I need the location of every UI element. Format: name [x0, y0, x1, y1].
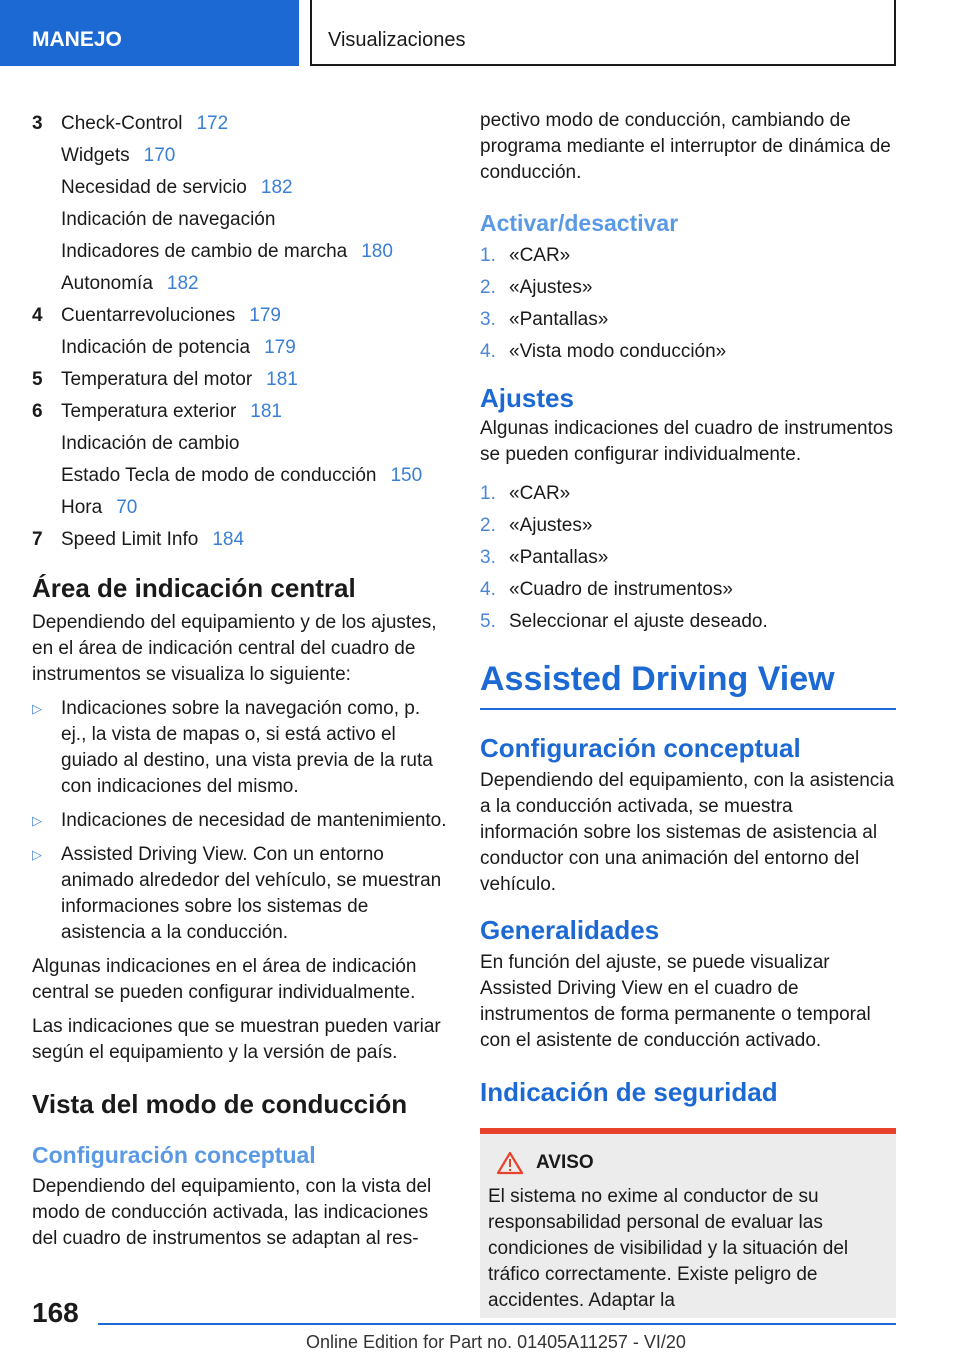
step-text: «Vista modo conducción» — [509, 341, 727, 362]
adv-title: Assisted Driving View — [480, 660, 835, 698]
legend-number — [32, 204, 61, 236]
legend-row — [32, 492, 450, 524]
adv-title-block — [480, 658, 896, 710]
warning-label: AVISO — [536, 1152, 594, 1173]
step-number: 3. — [480, 547, 496, 568]
settings-steps — [480, 478, 896, 638]
step-item — [480, 542, 896, 574]
legend-row — [32, 108, 450, 140]
legend-number: 4 — [32, 305, 43, 326]
legend-list — [32, 108, 450, 556]
legend-row — [32, 332, 450, 364]
legend-label: Speed Limit Info — [61, 529, 199, 550]
legend-number — [32, 428, 61, 460]
page-reference: 172 — [196, 113, 229, 134]
step-text: «Ajustes» — [509, 515, 593, 536]
legend-label: Widgets — [61, 145, 130, 166]
step-text: «CAR» — [509, 483, 571, 504]
activate-heading: Activar/desactivar — [480, 210, 679, 236]
central-intro: Dependiendo del equipamiento y de los ajustes, en el área de indicación central del cuadro de instrumentos se visualiza lo siguiente: — [32, 612, 437, 685]
legend-number — [32, 140, 61, 172]
bullet-item — [32, 696, 450, 800]
legend-label: Check-Control — [61, 113, 183, 134]
legend-label: Estado Tecla de modo de conducción — [61, 465, 377, 486]
legend-row — [32, 204, 450, 236]
adv-concept-text: Dependiendo del equipamiento, con la asistencia a la conducción activada, se muestra información sobre los sistemas de asistencia al conductor con una animación del entorno del vehículo. — [480, 770, 895, 895]
section-title: Visualizaciones — [310, 0, 896, 66]
legend-row — [32, 236, 450, 268]
legend-row — [32, 140, 450, 172]
step-item — [480, 510, 896, 542]
safety-heading: Indicación de seguridad — [480, 1077, 778, 1107]
warning-box — [480, 1128, 896, 1318]
central-area-heading: Área de indicación central — [32, 573, 356, 603]
bullet-text: Assisted Driving View. Con un entorno animado alrededor del vehículo, se muestran informaciones sobre los sistemas de asistencia a la conducción. — [61, 844, 442, 943]
legend-number — [32, 460, 61, 492]
legend-label: Temperatura exterior — [61, 401, 237, 422]
step-item — [480, 574, 896, 606]
step-text: «Cuadro de instrumentos» — [509, 579, 733, 600]
step-item — [480, 606, 896, 638]
legend-row — [32, 172, 450, 204]
settings-text: Algunas indicaciones del cuadro de instrumentos se pueden configurar individualmente. — [480, 418, 893, 465]
step-number: 2. — [480, 515, 496, 536]
legend-label: Indicación de navegación — [61, 209, 276, 230]
right-column — [480, 108, 896, 1318]
bullet-triangle-icon: ▷ — [32, 847, 42, 862]
legend-number — [32, 492, 61, 524]
legend-label: Hora — [61, 497, 103, 518]
settings-heading: Ajustes — [480, 383, 574, 413]
step-item — [480, 240, 896, 272]
legend-number — [32, 172, 61, 204]
legend-number: 7 — [32, 529, 43, 550]
chapter-tab: MANEJO — [0, 0, 299, 66]
step-text: Seleccionar el ajuste deseado. — [509, 611, 768, 632]
page-reference: 182 — [260, 177, 293, 198]
step-text: «CAR» — [509, 245, 571, 266]
step-number: 1. — [480, 483, 496, 504]
page-reference: 179 — [249, 305, 281, 326]
legend-number — [32, 332, 61, 364]
activate-steps — [480, 240, 896, 368]
page-reference: 181 — [266, 369, 298, 390]
page-reference: 181 — [250, 401, 282, 422]
step-number: 4. — [480, 579, 496, 600]
warning-header — [488, 1150, 888, 1176]
drive-mode-view-heading: Vista del modo de conducción — [32, 1089, 408, 1119]
legend-label: Cuentarrevoluciones — [61, 305, 236, 326]
bullet-triangle-icon: ▷ — [32, 701, 42, 716]
page-reference: 184 — [212, 529, 245, 550]
warning-triangle-icon — [488, 1151, 532, 1175]
legend-number: 3 — [32, 113, 43, 134]
concept-heading: Configuración conceptual — [32, 1142, 316, 1168]
legend-label: Autonomía — [61, 273, 153, 294]
bullet-text: Indicaciones de necesidad de mantenimiento. — [61, 810, 447, 831]
legend-label: Necesidad de servicio — [61, 177, 247, 198]
bullet-item — [32, 808, 450, 834]
bullet-text: Indicaciones sobre la navegación como, p. ej., la vista de mapas o, si está activo el guiado al destino, una vista previa de la ruta con indicaciones del mismo. — [61, 698, 433, 797]
step-number: 2. — [480, 277, 496, 298]
central-paragraph-2: Algunas indicaciones en el área de indicación central se pueden configurar individualmente. — [32, 956, 417, 1003]
continued-text: pectivo modo de conducción, cambiando de programa mediante el interruptor de dinámica de conducción. — [480, 110, 891, 183]
page-number: 168 — [32, 1297, 79, 1328]
legend-row — [32, 428, 450, 460]
title-rule — [480, 708, 896, 710]
page-reference: 70 — [116, 497, 138, 518]
legend-row — [32, 268, 450, 300]
bullet-triangle-icon: ▷ — [32, 813, 42, 828]
legend-label: Indicadores de cambio de marcha — [61, 241, 348, 262]
warning-text: El sistema no exime al conductor de su responsabilidad personal de evaluar las condiciones de visibilidad y la situación del tráfico correctamente. Existe peligro de accidentes. Adaptar la — [488, 1186, 849, 1311]
legend-label: Indicación de potencia — [61, 337, 251, 358]
legend-number — [32, 268, 61, 300]
step-number: 1. — [480, 245, 496, 266]
step-text: «Pantallas» — [509, 547, 609, 568]
page-reference: 179 — [264, 337, 296, 358]
step-number: 5. — [480, 611, 496, 632]
general-text: En función del ajuste, se puede visualizar Assisted Driving View en el cuadro de instrumentos de forma permanente o temporal con el asistente de conducción activado. — [480, 952, 871, 1051]
adv-concept-heading: Configuración conceptual — [480, 733, 801, 763]
general-heading: Generalidades — [480, 915, 660, 945]
step-item — [480, 272, 896, 304]
legend-number: 6 — [32, 401, 43, 422]
footer-rule — [98, 1323, 896, 1325]
step-item — [480, 304, 896, 336]
bullet-list — [32, 696, 450, 946]
page-reference: 150 — [390, 465, 423, 486]
step-item — [480, 336, 896, 368]
legend-number: 5 — [32, 369, 43, 390]
footer-edition: Online Edition for Part no. 01405A11257 - VI/20 — [306, 1332, 686, 1352]
legend-label: Indicación de cambio — [61, 433, 240, 454]
step-number: 3. — [480, 309, 496, 330]
page-reference: 180 — [361, 241, 393, 262]
page-reference: 182 — [166, 273, 199, 294]
left-column — [32, 108, 450, 1252]
concept-text: Dependiendo del equipamiento, con la vista del modo de conducción activada, las indicaciones del cuadro de instrumentos se adaptan al res- — [32, 1176, 432, 1249]
legend-row — [32, 300, 450, 332]
step-text: «Ajustes» — [509, 277, 593, 298]
legend-row — [32, 364, 450, 396]
legend-row — [32, 396, 450, 428]
step-number: 4. — [480, 341, 496, 362]
legend-label: Temperatura del motor — [61, 369, 253, 390]
legend-number — [32, 236, 61, 268]
legend-row — [32, 460, 450, 492]
bullet-item — [32, 842, 450, 946]
page-reference: 170 — [143, 145, 176, 166]
step-text: «Pantallas» — [509, 309, 609, 330]
step-item — [480, 478, 896, 510]
legend-row — [32, 524, 450, 556]
central-paragraph-3: Las indicaciones que se muestran pueden variar según el equipamiento y la versión de país. — [32, 1016, 441, 1063]
